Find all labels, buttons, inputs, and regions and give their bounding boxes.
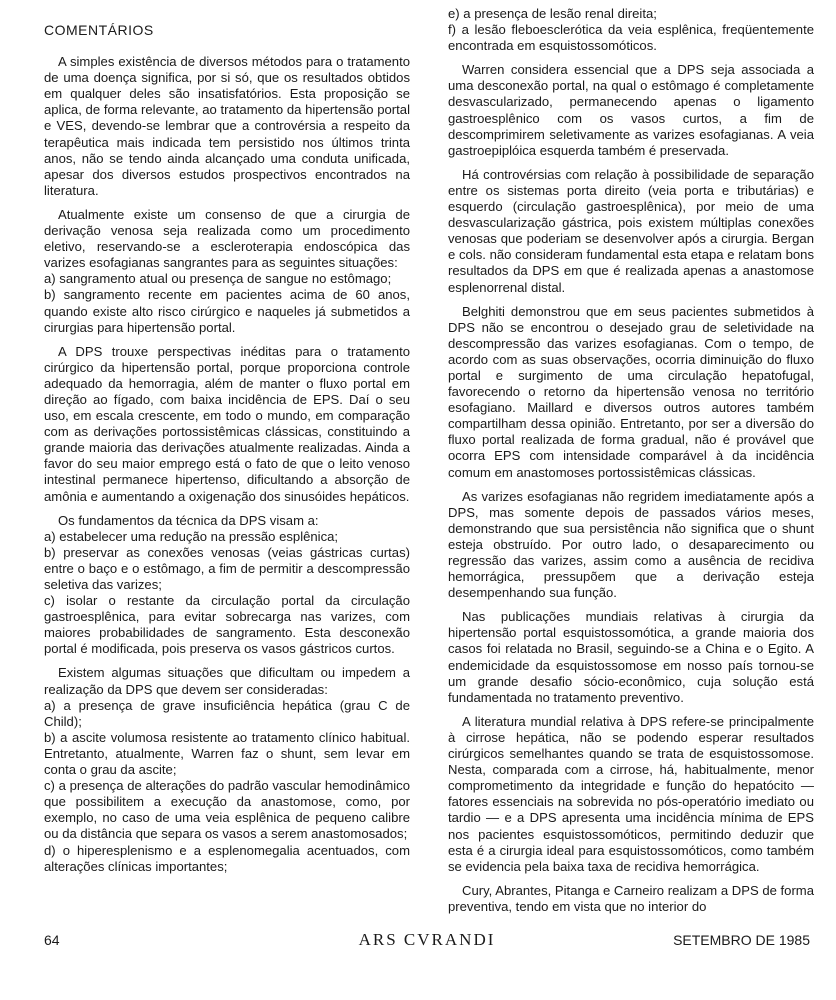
paragraph: A simples existência de diversos métodos para o tratamento de uma doença significa, por si só, que os resultados obtidos em qualquer deles são insatisfatórios. Esta proposição se aplica, de forma relevante, ao tratamento da hipertensão portal e VES, devendo-se lembrar que a controvérsia a respeito da terapêutica mais indicada tem persistido nos últimos trinta anos, não se tendo ainda alcançado uma conduta unificada, apesar dos diversos estudos prospectivos encontrados na literatura. [44, 54, 410, 198]
right-paragraphs [448, 6, 814, 915]
issue-date: SETEMBRO DE 1985 [673, 932, 810, 948]
paragraph: a) a presença de grave insuficiência hepática (grau C de Child); [44, 697, 410, 729]
left-paragraphs [44, 54, 410, 875]
paragraph: d) o hiperesplenismo e a esplenomegalia acentuados, com alterações clínicas importantes; [44, 842, 410, 874]
paragraph: f) a lesão fleboesclerótica da veia esplênica, freqüentemente encontrada em esquistossomóticos. [448, 22, 814, 54]
paragraph: Os fundamentos da técnica da DPS visam a: [58, 512, 319, 528]
paragraph: b) sangramento recente em pacientes acima de 60 anos, quando existe alto risco cirúrgico e naqueles já submetidos a cirurgias para hipertensão portal. [44, 287, 410, 335]
paragraph: Cury, Abrantes, Pitanga e Carneiro realizam a DPS de forma preventiva, tendo em vista que no interior do [448, 882, 814, 914]
paragraph: c) isolar o restante da circulação portal da circulação gastroesplênica, para evitar sobrecarga nas varizes, com maiores probabilidades de sangramento. Esta desconexão portal é modificada, pois preserva os vasos gástricos curtos. [44, 593, 410, 657]
paragraph: Atualmente existe um consenso de que a cirurgia de derivação venosa seja realizada como um procedimento eletivo, reservando-se a escleroterapia endoscópica das varizes esofagianas sangrantes para as seguintes situações: [44, 206, 410, 271]
left-column [44, 22, 410, 875]
paragraph: b) a ascite volumosa resistente ao tratamento clínico habitual. Entretanto, atualmente, Warren faz o shunt, sem levar em conta o grau da ascite; [44, 729, 410, 778]
paragraph: A DPS trouxe perspectivas inéditas para o tratamento cirúrgico da hipertensão portal, porque proporciona controle adequado da hemorragia, além de manter o fluxo portal em direção ao fígado, com baixa incidência de EPS. Daí o seu uso, em escala crescente, em todo o mundo, em comparação com as derivações portossistêmicas clássicas, constituindo a grande maioria das derivações atualmente realizadas. Ainda a favor do seu maior emprego está o fato de que o leito venoso intestinal permanece hipertenso, dificultando a absorção de amônia e aumentando a oxigenação dos sinusóides hepáticos. [44, 343, 410, 504]
paragraph: Há controvérsias com relação à possibilidade de separação entre os sistemas porta direito (veia porta e tributárias) e esquerdo (circulação gastroesplênica), por meio de uma desvascularização gástrica, pois existem múltiplas conexões venosas que poderiam se desenvolver após a cirurgia. Bergan e cols. não consideram fundamental esta etapa e relatam bons resultados da DPS em que é realizada apenas a anastomose esplenorrenal distal. [448, 166, 814, 295]
paragraph: Existem algumas situações que dificultam ou impedem a realização da DPS que devem ser consideradas: [44, 665, 410, 697]
paragraph: As varizes esofagianas não regridem imediatamente após a DPS, mas somente depois de passados vários meses, demonstrando que sua persistência não significa que o shunt esteja obstruído. Por outro lado, o desaparecimento ou regressão das varizes, assim como a ausência de recidiva hemorrágica, pressupõem que a derivação esteja desempenhando sua função. [448, 488, 814, 601]
paragraph: e) a presença de lesão renal direita; [448, 6, 657, 21]
journal-name: ARS CVRANDI [358, 930, 496, 949]
paragraph: Nas publicações mundiais relativas à cirurgia da hipertensão portal esquistossomótica, a grande maioria dos casos foi relatada no Brasil, seguindo-se a China e o Egito. A endemicidade da esquistossomose em nosso país tornou-se um grande desafio sócio-econômico, cuja solução está fundamentada no tratamento preventivo. [448, 609, 814, 705]
paragraph: b) preservar as conexões venosas (veias gástricas curtas) entre o baço e o estômago, a fim de permitir a descompressão seletiva das varizes; [44, 544, 410, 592]
paragraph: A literatura mundial relativa à DPS refere-se principalmente à cirrose hepática, não se podendo esperar resultados cirúrgicos semelhantes quando se trata de esquistossomose. Nesta, comparada com a cirrose, há, habitualmente, menor comprometimento da integridade e função do hepatócito — fatores essenciais na sobrevida no pós-operatório imediato ou tardio — e a DPS apresenta uma incidência mínima de EPS nos pacientes esquistossomóticos, permitindo deduzir que esta é a cirurgia ideal para esquistossomóticos, como também se evidencia pela baixa taxa de recidiva hemorrágica. [448, 713, 814, 874]
right-column [448, 6, 814, 915]
paragraph: a) sangramento atual ou presença de sangue no estômago; [44, 271, 392, 287]
paragraph: a) estabelecer uma redução na pressão esplênica; [44, 528, 339, 544]
page-footer [44, 932, 810, 954]
paragraph: Warren considera essencial que a DPS seja associada a uma desconexão portal, na qual o estômago é completamente desvascularizado, permanecendo apenas o ligamento gastroesplênico com os vasos curtos, a fim de descomprimirem seletivamente as varizes esofagianas. A veia gastroepiplóica esquerda também é preservada. [448, 62, 814, 158]
paragraph: Belghiti demonstrou que em seus pacientes submetidos à DPS não se encontrou o desejado grau de seletividade na descompressão das varizes esofagianas. Com o tempo, de acordo com as suas observações, ocorria diminuição do fluxo portal e surgimento de uma circulação hepatofugal, favorecendo o retorno da hipertensão venosa no território esofagiano. Maillard e diversos outros autores também compartilham dessa opinião. Entretanto, por ser a diversão do fluxo portal realizada de forma gradual, não é provável que ocorra EPS com intensidade comparável à da incidência comum em anastomoses portossistêmicas clássicas. [448, 303, 814, 480]
section-title: COMENTÁRIOS [44, 22, 154, 38]
page-number: 64 [44, 932, 60, 948]
paragraph: c) a presença de alterações do padrão vascular hemodinâmico que possibilitem a execução da anastomose, como, por exemplo, no caso de uma veia esplênica de pequeno calibre ou da distância que separa os vasos a serem anastomosados; [44, 778, 410, 842]
